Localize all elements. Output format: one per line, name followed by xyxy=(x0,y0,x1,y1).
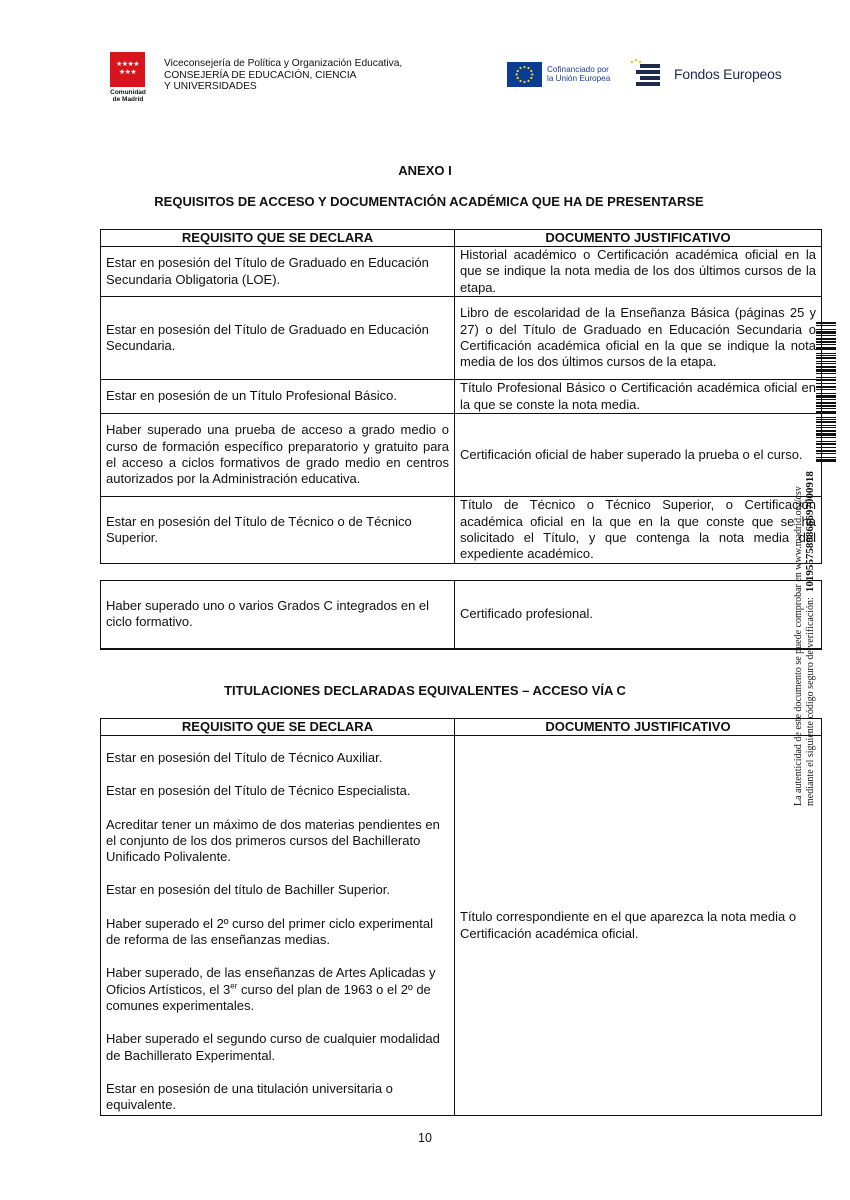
documento-cell: Libro de escolaridad de la Enseñanza Básica (páginas 25 y 27) o del Título de Graduado en Educación Secundaria o Certificación académica oficial en la que se indique la nota media de los dos últimos cursos de la etapa. xyxy=(455,297,822,380)
eu-text-line1: Cofinanciado por xyxy=(547,64,609,74)
page-number: 10 xyxy=(418,1131,432,1145)
list-item: Haber superado el segundo curso de cualquier modalidad de Bachillerato Experimental. xyxy=(106,1031,440,1063)
logo-caption-line2: de Madrid xyxy=(112,96,144,103)
requisito-cell: Estar en posesión del Título de Graduado en Educación Secundaria. xyxy=(101,297,455,380)
fondos-europeos-text: Fondos Europeos xyxy=(674,66,782,82)
list-item xyxy=(106,965,449,1014)
table-row xyxy=(101,581,822,649)
table-row xyxy=(101,414,822,497)
verification-text xyxy=(793,446,816,806)
requisito-cell: Haber superado una prueba de acceso a grado medio o curso de formación específico preparatorio y gratuito para el acceso a ciclos formativos de grado medio en centros autorizados por la Administración educativa. xyxy=(101,414,455,497)
table-header-row xyxy=(101,230,822,247)
section1-title: REQUISITOS DE ACCESO Y DOCUMENTACIÓN ACADÉMICA QUE HA DE PRESENTARSE xyxy=(154,194,704,209)
requisito-cell: Estar en posesión del Título de Técnico o de Técnico Superior. xyxy=(101,497,455,564)
documento-cell: Título de Técnico o Técnico Superior, o Certificación académica oficial en la que en la que conste que se ha solicitado el Título, y que contenga la nota media del expediente académico. xyxy=(455,497,822,564)
header-requisito: REQUISITO QUE SE DECLARA xyxy=(101,719,455,736)
comunidad-de-madrid-logo xyxy=(110,52,147,104)
eu-flag-icon xyxy=(507,62,542,87)
table-header-row xyxy=(101,719,822,736)
list-item: Acreditar tener un máximo de dos materias pendientes en el conjunto de los dos primeros cursos del Bachillerato Unificado Polivalente. xyxy=(106,816,440,865)
section2-title: TITULACIONES DECLARADAS EQUIVALENTES – ACCESO VÍA C xyxy=(224,683,626,698)
eu-text-line2: la Unión Europea xyxy=(547,74,611,83)
logo-caption-line1: Comunidad xyxy=(110,89,146,96)
table-row xyxy=(101,736,822,1116)
eu-cofunding-badge xyxy=(507,60,627,88)
requisitos-list-cell xyxy=(101,736,455,1116)
fondos-europeos-logo xyxy=(628,58,782,90)
header-requisito: REQUISITO QUE SE DECLARA xyxy=(101,230,455,247)
barcode-icon xyxy=(816,322,836,464)
documento-cell: Título Profesional Básico o Certificación académica oficial en la que se conste la nota media. xyxy=(455,380,822,414)
org-line3: Y UNIVERSIDADES xyxy=(164,81,257,92)
madrid-flag-icon: ★★★★ ★★★ xyxy=(110,52,145,87)
list-item: Estar en posesión de una titulación universitaria o equivalente. xyxy=(106,1080,393,1113)
table-row xyxy=(101,247,822,297)
requisito-cell: Estar en posesión de un Título Profesional Básico. xyxy=(101,380,455,414)
verification-line2: mediante el siguiente código seguro de verificación: xyxy=(804,597,816,806)
list-item: Estar en posesión del Título de Técnico Auxiliar. xyxy=(106,750,383,765)
header-documento: DOCUMENTO JUSTIFICATIVO xyxy=(455,230,822,247)
documento-cell: Título correspondiente en el que aparezca la nota media o Certificación académica oficial. xyxy=(455,736,822,1116)
verification-code: 1019557589866697000918 xyxy=(803,471,816,593)
verification-line1: La autenticidad de este documento se puede comprobar en www.madrid.org/csv xyxy=(793,486,804,806)
ordinal-superscript: er xyxy=(230,981,238,991)
grados-c-table xyxy=(100,580,822,650)
requisito-cell: Haber superado uno o varios Grados C integrados en el ciclo formativo. xyxy=(101,581,455,649)
equivalent-titles-table xyxy=(100,718,822,1116)
annex-title: ANEXO I xyxy=(398,163,452,178)
documento-cell: Certificado profesional. xyxy=(455,581,822,649)
documento-cell: Certificación oficial de haber superado la prueba o el curso. xyxy=(455,414,822,497)
list-item: Haber superado el 2º curso del primer ciclo experimental de reforma de las enseñanzas medias. xyxy=(106,915,434,948)
list-item: Estar en posesión del título de Bachiller Superior. xyxy=(106,882,391,898)
requisito-cell: Estar en posesión del Título de Graduado en Educación Secundaria Obligatoria (LOE). xyxy=(101,247,455,297)
documento-cell: Historial académico o Certificación académica oficial en la que se indique la nota media de los dos últimos cursos de la etapa. xyxy=(455,247,822,297)
list-item-text: Haber superado, de las enseñanzas de Artes Aplicadas y Oficios Artísticos, el 3 xyxy=(106,965,436,997)
header-documento: DOCUMENTO JUSTIFICATIVO xyxy=(455,719,822,736)
list-item: Estar en posesión del Título de Técnico Especialista. xyxy=(106,783,411,799)
table-row xyxy=(101,297,822,380)
table-row xyxy=(101,380,822,414)
org-line1: Viceconsejería de Política y Organización Educativa, xyxy=(164,58,403,69)
table-row xyxy=(101,497,822,564)
org-line2: CONSEJERÍA DE EDUCACIÓN, CIENCIA xyxy=(164,69,357,81)
list-item-text-rest: curso del plan de 1963 o el 2º de comunes experimentales. xyxy=(106,981,431,1013)
organization-name xyxy=(164,58,402,93)
requirements-table xyxy=(100,229,822,564)
fondos-europeos-icon xyxy=(628,58,668,90)
